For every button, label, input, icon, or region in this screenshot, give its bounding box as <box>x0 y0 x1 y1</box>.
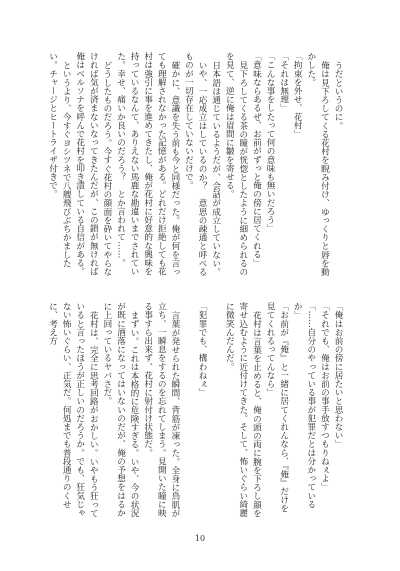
dialogue-line: 「拘束を外せ、花村」 <box>292 52 303 138</box>
dialogue-line: 「こんな事をしたって何の意味も無いだろう」 <box>265 52 276 233</box>
scene-break <box>208 302 222 520</box>
dialogue-line: 「……自分のやっている事が犯罪だとは分かっているか」 <box>292 302 316 509</box>
paragraph: うだというのに。 <box>333 60 343 130</box>
body-text <box>47 52 344 520</box>
paragraph: 確かに、意識を失う前も今と同様だった。俺が何を言っても理解されなかった記憶がある。どれだけ拒絶しても花村は強引に事を進めてきたし、俺が花村に好意的な興味を持っているなんて、ありえない馬鹿な勘違いまでされていた。幸せ、痛いか良いのだろう？ とか言われて……。 <box>115 52 180 276</box>
paragraph: 花村は、完全に思考回路がおかしい。いやもう狂っていると言ったほうが正しいのだろうか。でも、狂気じゃない怖いぐらい、正気だ。何処までも普段通りのくせに、考え方 <box>47 302 99 517</box>
paragraph: 見下ろしてくる茶の瞳が恍惚としたように細められるのを見て、逆に俺は眉間に皺を寄せる。 <box>224 52 248 276</box>
paragraph: 俺は見下ろしてくる花村を睨み付け、ゆっくりと唇を動かした。 <box>305 52 330 276</box>
paragraph: いや、一応成立はしているのか？ 意思の疎通と呼べるものが一切存在していないだけで。 <box>183 52 208 276</box>
dialogue-line: 「それでも、俺はお前の事手放すつもりねぇよ」 <box>319 302 330 492</box>
upper-text-band <box>47 52 344 284</box>
scene-break <box>181 302 195 520</box>
dialogue-line: 「犯罪でも、構わねぇ」 <box>197 302 208 397</box>
dialogue-line: 「俺はお前の傍に居たいと思わない」 <box>333 302 343 449</box>
paragraph: 花村は言葉を止めると、俺の頭の両に腕を下ろし顔を寄せ込むように近付けてきた。そして、怖いぐらい綺麗に微笑んだんだ。 <box>224 302 262 517</box>
page-number: 10 <box>194 534 206 543</box>
dialogue-line: 「意味ならあるぜ、お前がずっと俺の傍に居てくれる」 <box>251 52 262 267</box>
paragraph: 言葉が発せられた瞬間、背筋が凍った。全身に鳥肌が立ち、一瞬息をするのを忘れてしまう。見開いた瞳に映る事すら出来ず、花村に射付け状態だ。 <box>142 302 180 517</box>
paragraph: 日本語は通じているようだが、会話が成立していない。 <box>210 60 221 276</box>
paragraph: どうしたものだろう。今すぐ花村の顔面を砕いてやらなければ気が済まないなってきたんだが、この鎖が無ければ俺はベルソナを呼んで花村を叩き潰している自信がある。 <box>74 52 112 276</box>
lower-text-band <box>47 302 344 520</box>
paragraph: まずい。これは本格的に危険すぎる。いや、今の状況が既に酒落になってはいないのだが、俺の予想をはるかに上回っているヤバさだ。 <box>101 302 140 517</box>
dialogue-line: 「それは無理」 <box>278 52 289 113</box>
paragraph: というより、今すぐヨシツネで八艘飛びぶちかましたい。チャージとヒートライザ付きで。 <box>47 52 72 267</box>
dialogue-line: 「お前が『俺』と一緒に居てくれんなら、『俺』だけを見てくれるってんなら」 <box>265 302 289 513</box>
